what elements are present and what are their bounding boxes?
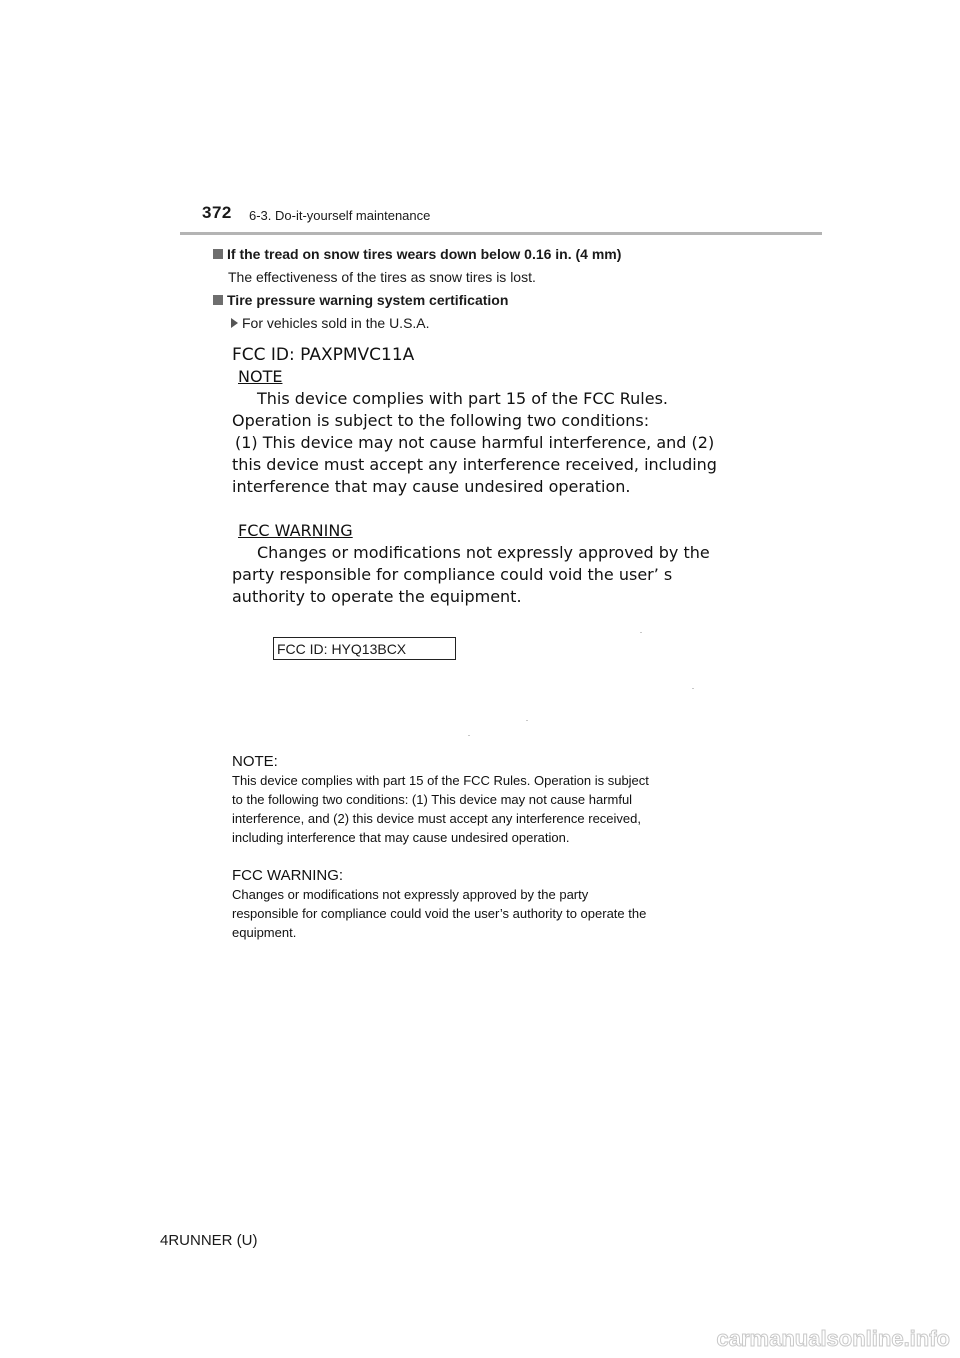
note-line: (1) This device may not cause harmful interference, and (2) xyxy=(235,433,715,452)
warning-line: equipment. xyxy=(232,925,297,940)
usa-note: For vehicles sold in the U.S.A. xyxy=(231,315,430,331)
warning-line: Changes or modifications not expressly approved by the party xyxy=(232,887,589,902)
note-line: including interference that may cause undesired operation. xyxy=(232,830,570,845)
warning-line: party responsible for compliance could void the user’ s xyxy=(232,565,673,584)
note-line: interference that may cause undesired operation. xyxy=(232,477,631,496)
warning-title: FCC WARNING: xyxy=(232,867,344,884)
warning-line: Changes or modifications not expressly approved by the xyxy=(257,543,710,562)
note-line: to the following two conditions: (1) This device may not cause harmful xyxy=(232,792,633,807)
warning-line: authority to operate the equipment. xyxy=(232,587,522,606)
fcc-id: FCC ID: PAXPMVC11A xyxy=(232,345,415,365)
model-footer: 4RUNNER (U) xyxy=(160,1232,258,1249)
section-title: 6-3. Do-it-yourself maintenance xyxy=(249,208,431,223)
certification-heading: Tire pressure warning system certification xyxy=(213,292,508,308)
snow-tires-body: The effectiveness of the tires as snow tires is lost. xyxy=(228,269,536,285)
warning-line: responsible for compliance could void the user’s authority to operate the xyxy=(232,906,647,921)
page-number: 372 xyxy=(202,203,232,222)
warning-title: FCC WARNING xyxy=(238,521,353,540)
note-line: interference, and (2) this device must accept any interference received, xyxy=(232,811,641,826)
watermark: carmanualsonline.info xyxy=(716,1326,950,1351)
snow-tires-heading: If the tread on snow tires wears down below 0.16 in. (4 mm) xyxy=(213,246,621,262)
fcc-id-box: FCC ID: HYQ13BCX xyxy=(273,637,456,660)
note-line: this device must accept any interference received, including xyxy=(232,455,717,474)
note-title: NOTE xyxy=(238,367,283,386)
note-line: This device complies with part 15 of the FCC Rules. xyxy=(257,389,669,408)
note-title: NOTE: xyxy=(232,753,278,770)
note-line: Operation is subject to the following two conditions: xyxy=(232,411,650,430)
note-line: This device complies with part 15 of the FCC Rules. Operation is subject xyxy=(232,773,649,788)
